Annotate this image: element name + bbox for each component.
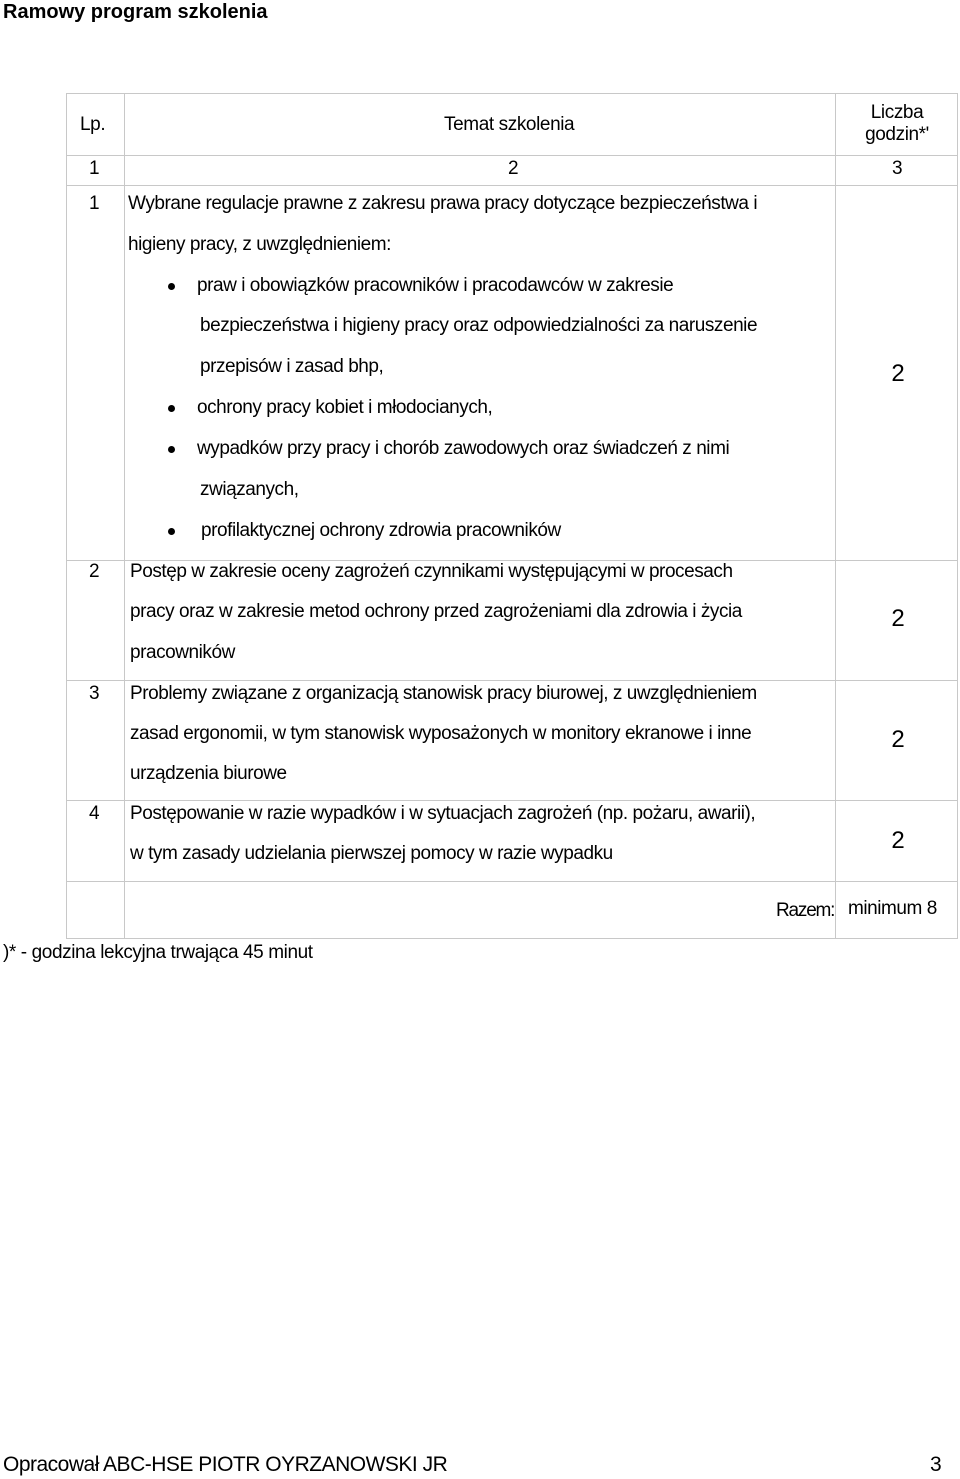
table-divider-header — [66, 155, 958, 156]
total-value: minimum 8 — [848, 898, 937, 919]
table-border-top — [66, 93, 958, 94]
row-topic-line: Wybrane regulacje prawne z zakresu prawa pracy dotyczące bezpieczeństwa i — [128, 193, 758, 214]
bullet-text-line: wypadków przy pracy i chorób zawodowych oraz świadczeń z nimi — [197, 438, 730, 459]
row-lp: 2 — [89, 561, 100, 582]
table-divider-row4 — [66, 881, 958, 882]
bullet-icon — [168, 405, 175, 412]
bullet-text-line: bezpieczeństwa i higieny pracy oraz odpowiedzialności za naruszenie — [200, 315, 758, 336]
bullet-text-line: ochrony pracy kobiet i młodocianych, — [197, 397, 493, 418]
table-divider-row2 — [66, 680, 958, 681]
header-lp: Lp. — [80, 114, 106, 135]
table-border-right — [957, 93, 958, 939]
header-topic: Temat szkolenia — [444, 114, 575, 135]
row-topic-line: Postęp w zakresie oceny zagrożeń czynnikami występującymi w procesach — [130, 561, 733, 582]
table-divider-row3 — [66, 800, 958, 801]
table-border-bottom — [66, 938, 958, 939]
column-number-1: 1 — [89, 158, 100, 179]
table-divider-col2 — [835, 93, 836, 939]
page-title: Ramowy program szkolenia — [3, 1, 268, 23]
footer-page-number: 3 — [930, 1453, 942, 1476]
row-topic-line: Postępowanie w razie wypadków i w sytuacjach zagrożeń (np. pożaru, awarii), — [130, 803, 756, 824]
bullet-text-line: związanych, — [200, 479, 299, 500]
bullet-icon — [168, 528, 175, 535]
total-label: Razem: — [776, 900, 835, 921]
row-lp: 3 — [89, 683, 100, 704]
row-hours: 2 — [891, 726, 905, 753]
row-hours: 2 — [891, 360, 905, 387]
row-topic-line: zasad ergonomii, w tym stanowisk wyposażonych w monitory ekranowe i inne — [130, 723, 752, 744]
footnote: )* - godzina lekcyjna trwająca 45 minut — [3, 942, 313, 963]
row-hours: 2 — [891, 605, 905, 632]
table-divider-colnums — [66, 185, 958, 186]
row-topic-line: pracowników — [130, 642, 235, 663]
bullet-text-line: przepisów i zasad bhp, — [200, 356, 384, 377]
bullet-text-line: praw i obowiązków pracowników i pracodawców w zakresie — [197, 275, 674, 296]
bullet-text-line: profilaktycznej ochrony zdrowia pracowników — [201, 520, 561, 541]
row-topic-line: higieny pracy, z uwzględnieniem: — [128, 234, 392, 255]
header-hours-line1: Liczba — [870, 102, 924, 123]
row-hours: 2 — [891, 827, 905, 854]
row-topic-line: pracy oraz w zakresie metod ochrony przed zagrożeniami dla zdrowia i życia — [130, 601, 742, 622]
row-lp: 4 — [89, 803, 100, 824]
bullet-icon — [168, 283, 175, 290]
table-border-left — [66, 93, 67, 939]
row-topic-line: urządzenia biurowe — [130, 763, 287, 784]
row-topic-line: w tym zasady udzielania pierwszej pomocy w razie wypadku — [130, 843, 613, 864]
footer-author: Opracował ABC-HSE PIOTR OYRZANOWSKI JR — [3, 1453, 448, 1476]
row-topic-line: Problemy związane z organizacją stanowisk pracy biurowej, z uwzględnieniem — [130, 683, 757, 704]
column-number-2: 2 — [508, 158, 519, 179]
header-hours-line2: godzin*' — [865, 124, 929, 145]
table-divider-col1 — [124, 93, 125, 939]
column-number-3: 3 — [892, 158, 903, 179]
row-lp: 1 — [89, 193, 100, 214]
bullet-icon — [168, 446, 175, 453]
